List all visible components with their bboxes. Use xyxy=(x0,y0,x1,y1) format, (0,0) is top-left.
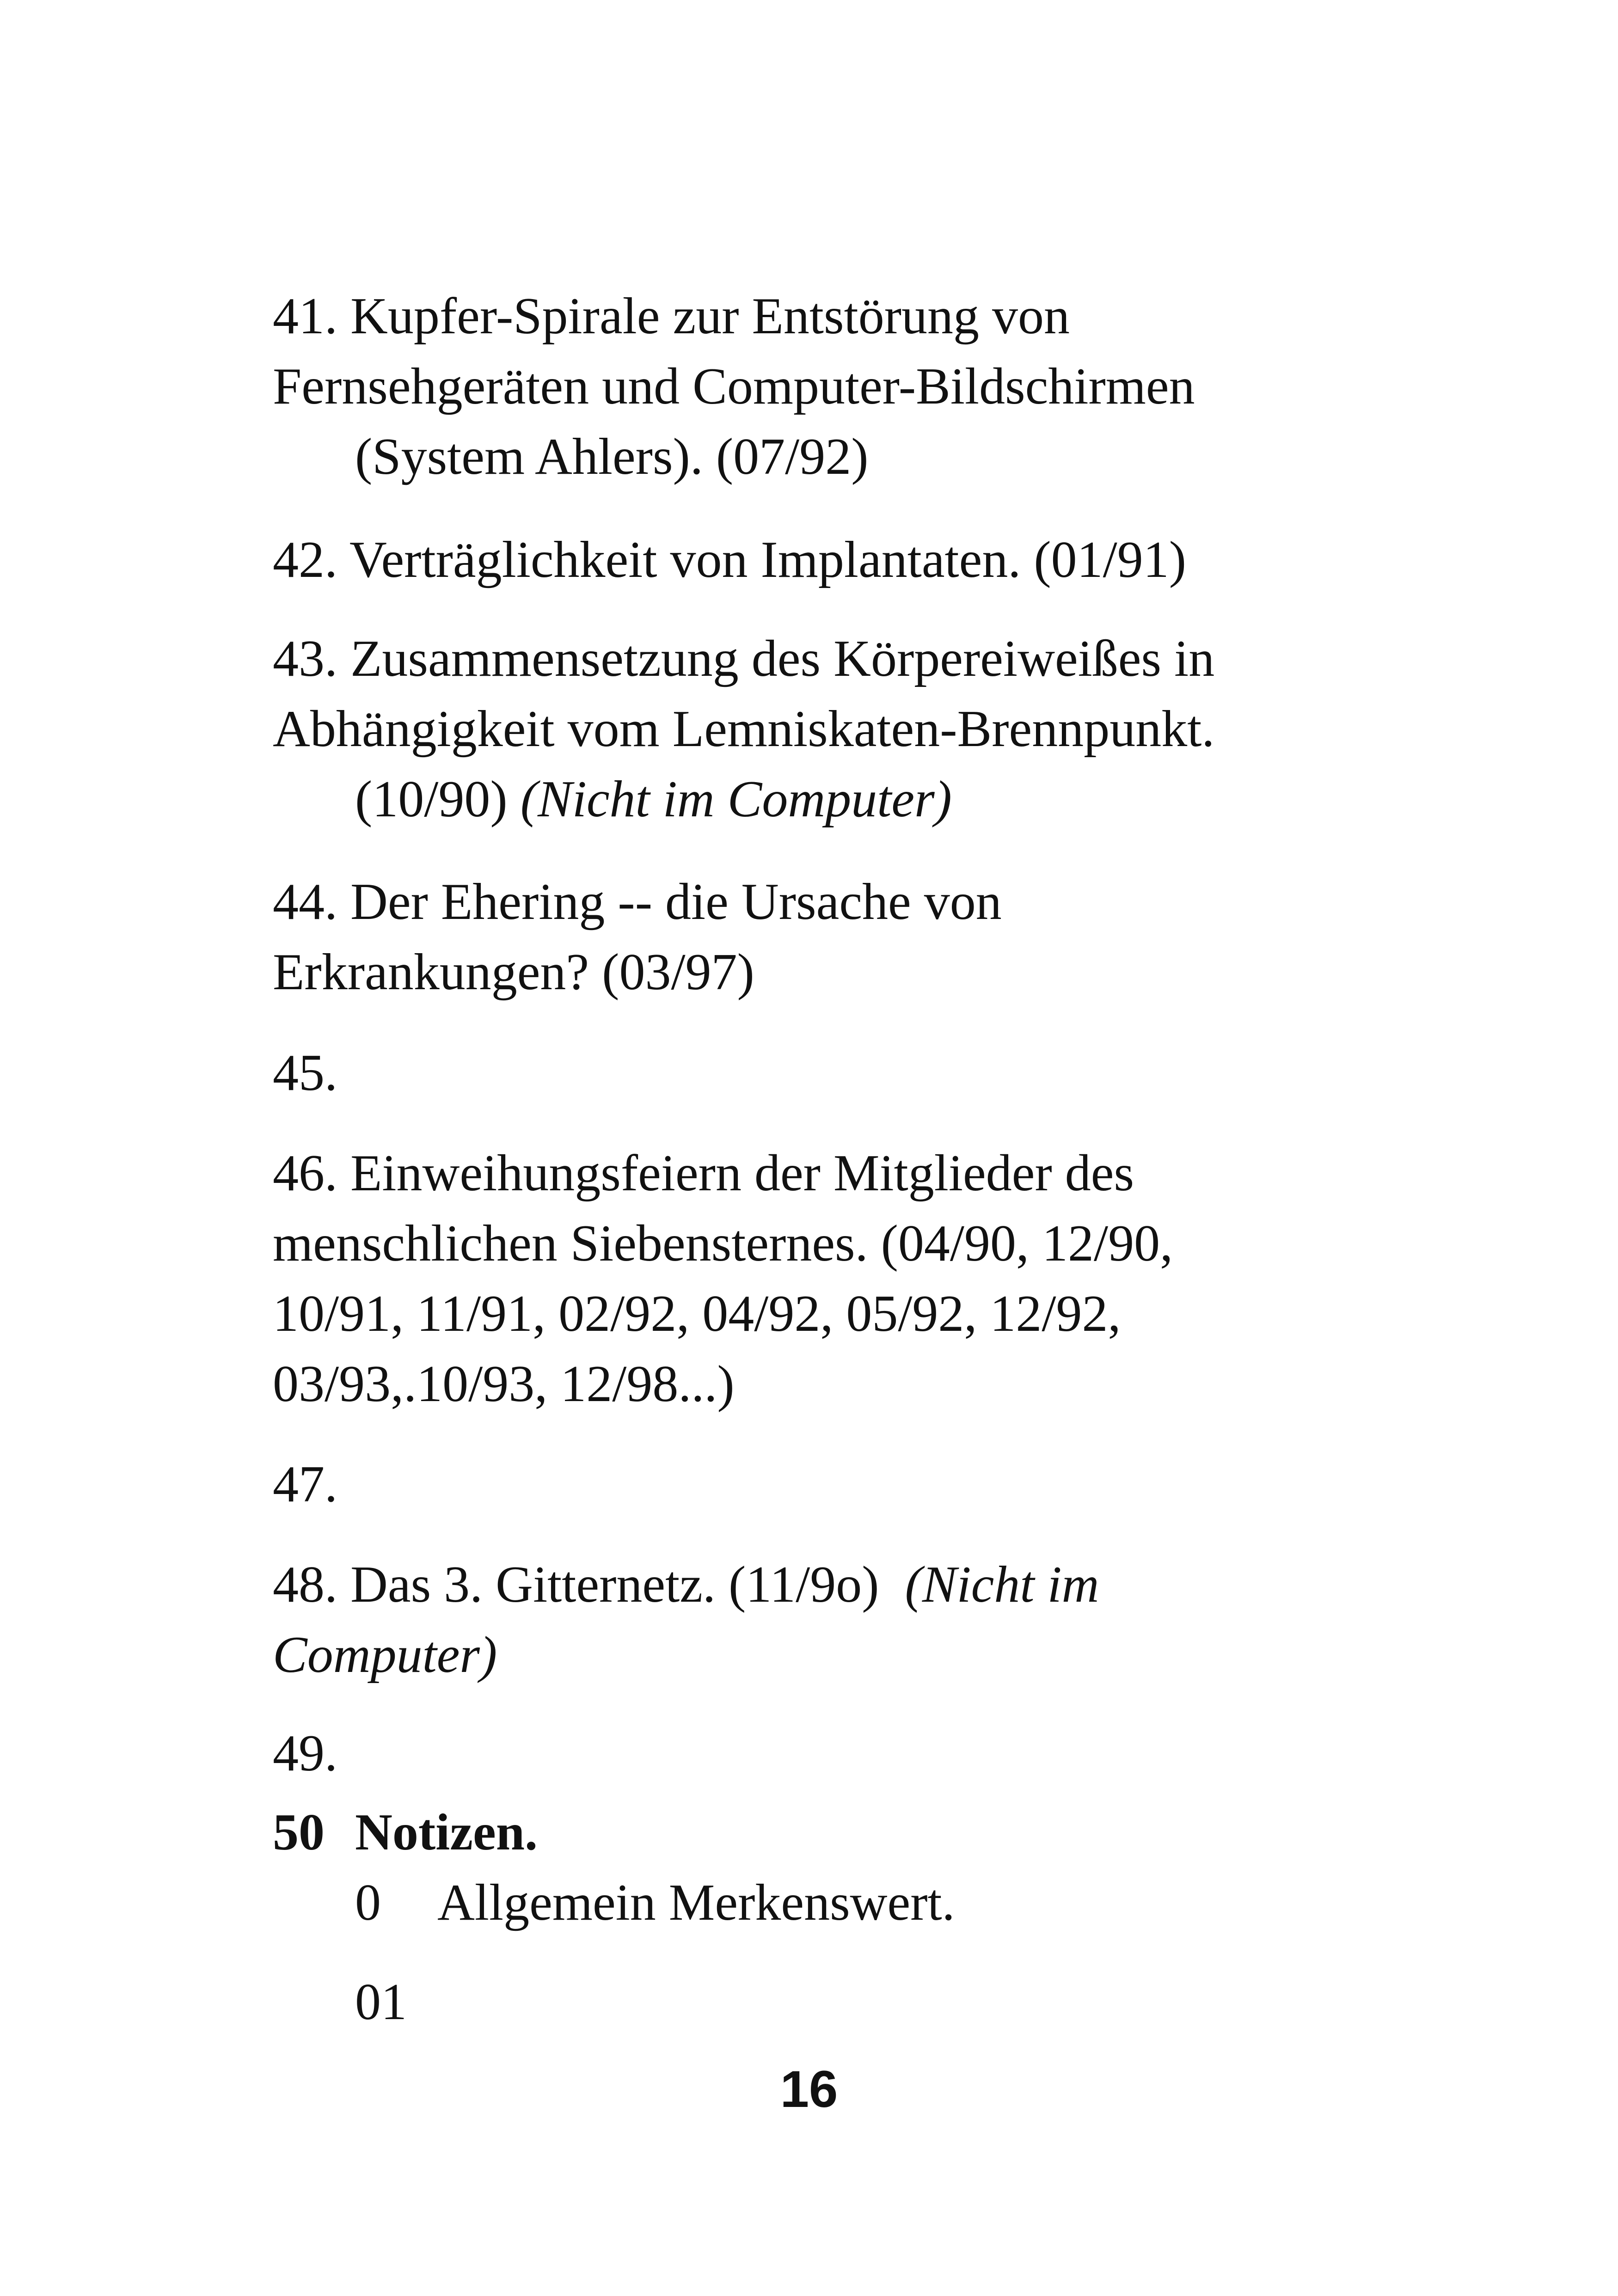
notes-number: 50 xyxy=(273,1804,325,1861)
entry-46-line-2: menschlichen Siebensternes. (04/90, 12/90, xyxy=(273,1215,1173,1272)
entry-43-line-3 xyxy=(273,764,1336,834)
entry-48-note-part-2: Computer) xyxy=(273,1626,497,1684)
entry-48-line-1 xyxy=(273,1549,1336,1620)
entry-43-date: (10/90) xyxy=(355,771,508,828)
entry-42 xyxy=(273,525,1336,595)
entry-44-line-2: Erkrankungen? (03/97) xyxy=(273,943,754,1001)
entry-43-line-1: 43. Zusammensetzung des Körpereiweißes in xyxy=(273,630,1215,687)
entry-43-note: (Nicht im Computer) xyxy=(520,771,952,828)
notes-title: Notizen. xyxy=(355,1804,538,1861)
entry-44 xyxy=(273,867,1336,1007)
notes-heading xyxy=(273,1797,538,1867)
entry-44-line-1: 44. Der Ehering -- die Ursache von xyxy=(273,873,1002,931)
notes-item-0 xyxy=(355,1867,955,1938)
notes-item-0-text: Allgemein Merkenswert. xyxy=(437,1874,955,1931)
entry-45 xyxy=(273,1038,1336,1108)
entry-46-line-4: 03/93,.10/93, 12/98...) xyxy=(273,1355,735,1413)
entry-41 xyxy=(273,281,1336,492)
notes-item-1-code: 01 xyxy=(355,1973,407,2031)
notes-item-1 xyxy=(355,1967,437,2037)
entry-46-line-3: 10/91, 11/91, 02/92, 04/92, 05/92, 12/92, xyxy=(273,1285,1121,1342)
entry-43-line-2: Abhängigkeit vom Lemniskaten-Brennpunkt. xyxy=(273,700,1215,758)
entry-48-note-part-1: (Nicht im xyxy=(905,1556,1099,1613)
entry-45-line-1: 45. xyxy=(273,1044,337,1102)
entry-48 xyxy=(273,1549,1336,1690)
entry-43 xyxy=(273,624,1336,834)
entry-47-line-1: 47. xyxy=(273,1456,337,1513)
notes-item-0-code: 0 xyxy=(355,1874,381,1931)
entry-41-line-1: 41. Kupfer-Spirale zur Entstörung von xyxy=(273,288,1070,345)
entry-41-line-3: (System Ahlers). (07/92) xyxy=(355,428,869,485)
entry-49-line-1: 49. xyxy=(273,1725,337,1782)
entry-48-text: 48. Das 3. Gitternetz. (11/9o) xyxy=(273,1556,879,1613)
entry-46-line-1: 46. Einweihungsfeiern der Mitglieder des xyxy=(273,1145,1134,1202)
page-number: 16 xyxy=(780,2060,838,2118)
entry-42-line-1: 42. Verträglichkeit von Implantaten. (01/91) xyxy=(273,531,1187,588)
entry-41-line-2: Fernsehgeräten und Computer-Bildschirmen xyxy=(273,358,1195,415)
entry-49 xyxy=(273,1718,1336,1788)
entry-47 xyxy=(273,1449,1336,1519)
entry-46 xyxy=(273,1138,1336,1419)
